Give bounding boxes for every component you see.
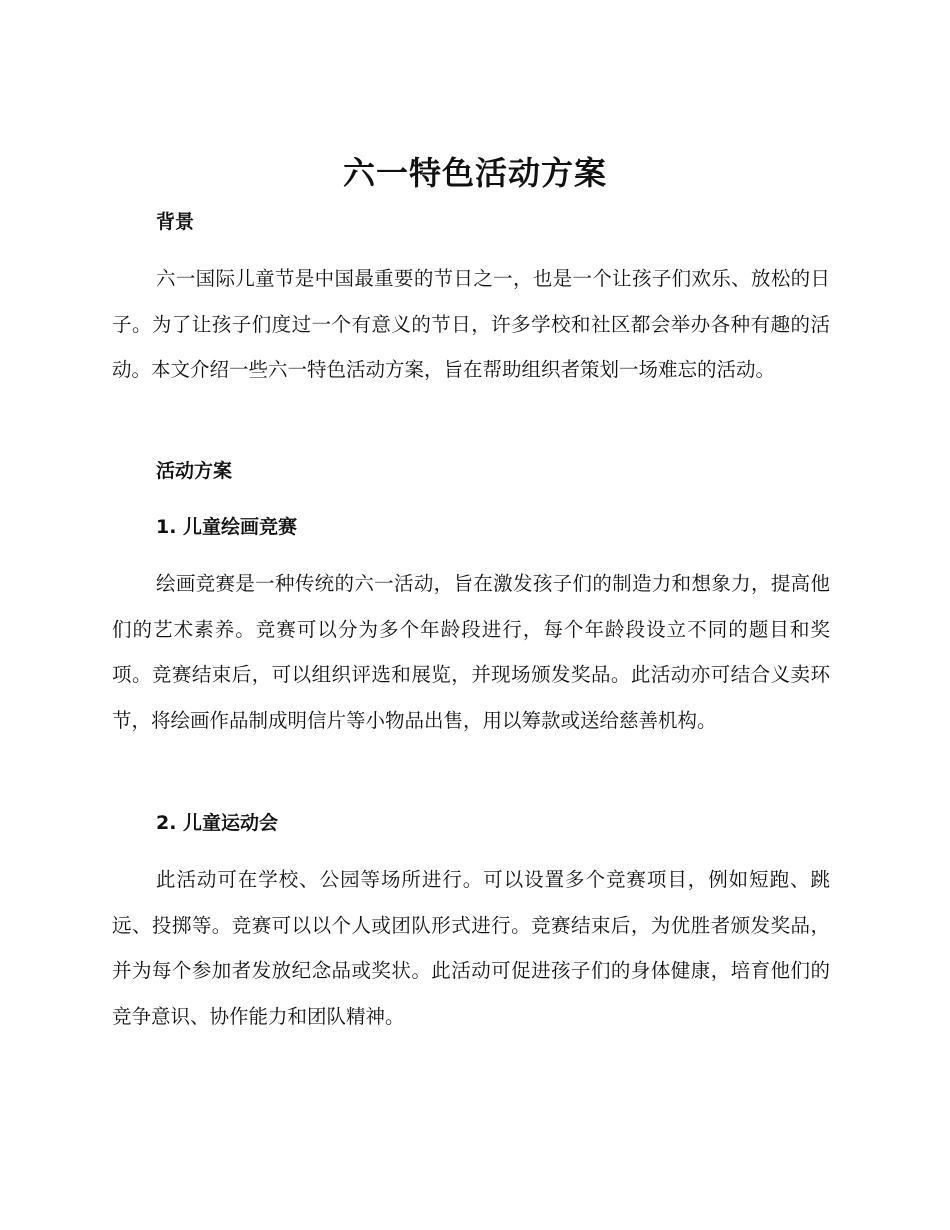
document-title: 六一特色活动方案 xyxy=(342,154,607,192)
plan-heading: 活动方案 xyxy=(156,460,233,482)
item1-heading: 1. 儿童绘画竞赛 xyxy=(156,516,298,538)
background-paragraph: 六一国际儿童节是中国最重要的节日之一，也是一个让孩子们欢乐、放松的日子。为了让孩子们度过一个有意义的节日，许多学校和社区都会举办各种有趣的活动。本文介绍一些六一特色活动方案，旨在帮助组织者策划一场难忘的活动。 xyxy=(112,267,830,381)
item2-paragraph: 此活动可在学校、公园等场所进行。可以设置多个竞赛项目，例如短跑、跳远、投掷等。竞赛可以以个人或团队形式进行。竞赛结束后，为优胜者颁发奖品，并为每个参加者发放纪念品或奖状。此活动可促进孩子们的身体健康，培育他们的竞争意识、协作能力和团队精神。 xyxy=(112,868,830,1028)
item2-heading: 2. 儿童运动会 xyxy=(156,812,279,834)
background-heading: 背景 xyxy=(156,211,195,233)
item1-paragraph: 绘画竞赛是一种传统的六一活动，旨在激发孩子们的制造力和想象力，提高他们的艺术素养。竞赛可以分为多个年龄段进行，每个年龄段设立不同的题目和奖项。竞赛结束后，可以组织评选和展览，并现场颁发奖品。此活动亦可结合义卖环节，将绘画作品制成明信片等小物品出售，用以筹款或送给慈善机构。 xyxy=(112,572,830,732)
